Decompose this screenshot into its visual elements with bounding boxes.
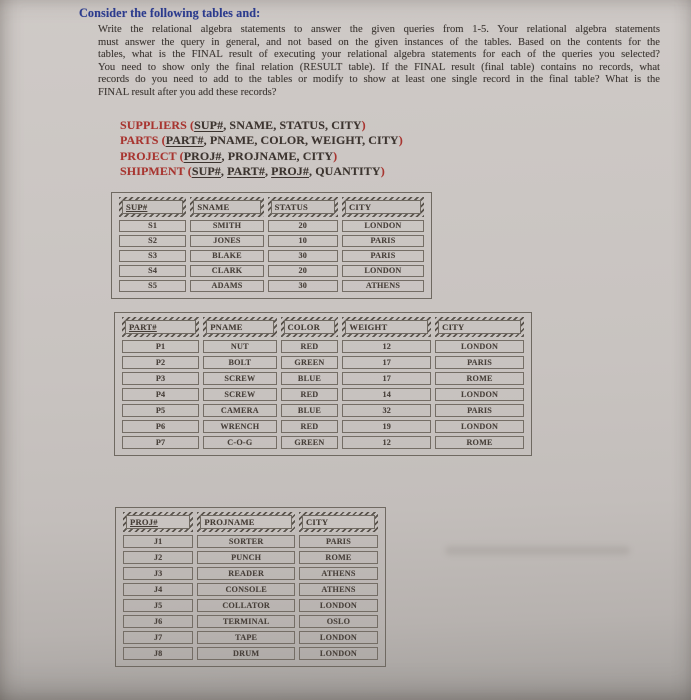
attribute-key: PART# (165, 133, 204, 148)
table-cell: 20 (268, 220, 338, 232)
table-cell: PARIS (435, 356, 524, 369)
parts-table (114, 312, 532, 456)
paragraph-line: tables, what is the FINAL result of executing your relational algebra statements for each of the queries you selected? (98, 49, 660, 61)
column-header-label: COLOR (284, 320, 336, 334)
table-cell: S5 (119, 280, 186, 292)
table-cell: RED (281, 340, 339, 353)
column-header-label: SUP# (122, 200, 183, 214)
column-header (299, 512, 378, 532)
column-header (119, 197, 186, 217)
table-cell: GREEN (281, 436, 339, 449)
table-row (123, 647, 378, 660)
table-row (122, 356, 524, 369)
paragraph-line: records do you need to add to the tables or modify to show at least one single record in the final table? What is the (98, 74, 660, 86)
table-cell: LONDON (299, 599, 378, 612)
column-header (203, 317, 276, 337)
table-cell: BLUE (281, 372, 339, 385)
table-cell: PARIS (342, 250, 424, 262)
table-cell: J4 (123, 583, 193, 596)
table-cell: J1 (123, 535, 193, 548)
paren: ( (187, 163, 192, 178)
table-cell: RED (281, 388, 339, 401)
table-cell: READER (197, 567, 295, 580)
table-cell: ROME (435, 436, 524, 449)
schema-line (120, 118, 403, 133)
table-cell: P1 (122, 340, 199, 353)
paren: ( (179, 148, 184, 163)
project-table (115, 507, 386, 667)
table-cell: P3 (122, 372, 199, 385)
table-cell: ROME (299, 551, 378, 564)
paragraph-line: must answer the query in general, and not based on the given instances of the tables. Based on the contents for the (98, 36, 660, 48)
attribute: STATUS (279, 118, 325, 132)
paren: ( (190, 118, 195, 132)
table-cell: RED (281, 420, 339, 433)
relation-name: PARTS (120, 133, 162, 148)
table-cell: ROME (435, 372, 524, 385)
table-cell: SCREW (203, 388, 276, 401)
table-cell: J7 (123, 631, 193, 644)
table-cell: CAMERA (203, 404, 276, 417)
table-cell: WRENCH (203, 420, 276, 433)
table-row (123, 599, 378, 612)
table-row (119, 250, 424, 262)
table-cell: ATHENS (299, 567, 378, 580)
table-row (123, 583, 378, 596)
table-cell: LONDON (435, 388, 524, 401)
table-row (122, 340, 524, 353)
bleed-through-ghost (445, 546, 630, 555)
attribute-key: PROJ# (271, 163, 309, 178)
table-row (119, 220, 424, 232)
table-row (122, 372, 524, 385)
attribute-key: SUP# (194, 118, 224, 132)
table-cell: COLLATOR (197, 599, 295, 612)
column-header-label: PART# (125, 320, 196, 334)
column-header (342, 197, 424, 217)
table-cell: DRUM (197, 647, 295, 660)
table-cell: GREEN (281, 356, 339, 369)
schema-line (120, 164, 403, 179)
table-cell: 14 (342, 388, 431, 401)
header-row (122, 317, 524, 337)
table-cell: P2 (122, 356, 199, 369)
column-header-label: WEIGHT (345, 320, 428, 334)
table-cell: S4 (119, 265, 186, 277)
schema-line (120, 149, 403, 164)
column-header-label: PNAME (206, 320, 273, 334)
relation-name: SUPPLIERS (120, 118, 191, 132)
table-cell: JONES (190, 235, 263, 247)
suppliers-table-grid (115, 194, 428, 295)
attribute: SNAME (229, 118, 274, 132)
table-cell: J6 (123, 615, 193, 628)
table-cell: J5 (123, 599, 193, 612)
attribute: PNAME (209, 133, 255, 148)
attribute: CITY (331, 118, 362, 132)
comma: , (223, 118, 230, 132)
table-cell: LONDON (299, 647, 378, 660)
table-cell: NUT (203, 340, 276, 353)
table-cell: 12 (342, 436, 431, 449)
column-header (123, 512, 193, 532)
attribute: COLOR (260, 133, 306, 148)
column-header (342, 317, 431, 337)
table-row (122, 436, 524, 449)
paragraph-line: You need to show only the final relation (RESULT table). If the FINAL result (final table) contains no records, what (98, 61, 660, 73)
table-cell: ADAMS (190, 280, 263, 292)
table-cell: 17 (342, 356, 431, 369)
comma: , (305, 133, 312, 148)
table-cell: PARIS (342, 235, 424, 247)
column-header-label: PROJ# (126, 515, 190, 529)
column-header-label: CITY (302, 515, 375, 529)
table-row (123, 535, 378, 548)
table-cell: 17 (342, 372, 431, 385)
table-cell: LONDON (342, 265, 424, 277)
table-cell: LONDON (435, 340, 524, 353)
attribute: QUANTITY (315, 163, 381, 178)
table-cell: ATHENS (299, 583, 378, 596)
column-header-label: CITY (438, 320, 521, 334)
table-cell: S2 (119, 235, 186, 247)
attribute: CITY (368, 133, 399, 148)
table-cell: 32 (342, 404, 431, 417)
relation-name: PROJECT (120, 148, 180, 163)
comma: , (254, 133, 261, 148)
comma: , (324, 118, 332, 132)
comma: , (362, 133, 369, 148)
table-cell: P4 (122, 388, 199, 401)
parts-table-grid (118, 314, 528, 452)
table-cell: ATHENS (342, 280, 424, 292)
paragraph-line: Write the relational algebra statements to answer the given queries from 1-5. Your relational algebra statements (98, 24, 660, 35)
paren: ) (380, 163, 385, 178)
column-header (281, 317, 339, 337)
question-paragraph (98, 24, 660, 99)
column-header (197, 512, 295, 532)
column-header (435, 317, 524, 337)
table-cell: OSLO (299, 615, 378, 628)
comma: , (273, 118, 280, 132)
table-cell: 12 (342, 340, 431, 353)
table-cell: PARIS (435, 404, 524, 417)
column-header (122, 317, 199, 337)
paren: ( (161, 133, 166, 148)
suppliers-table (111, 192, 432, 299)
column-header (268, 197, 338, 217)
table-cell: S1 (119, 220, 186, 232)
table-cell: S3 (119, 250, 186, 262)
table-cell: C-O-G (203, 436, 276, 449)
table-cell: LONDON (342, 220, 424, 232)
table-row (122, 420, 524, 433)
relation-name: SHIPMENT (120, 163, 188, 178)
table-cell: 10 (268, 235, 338, 247)
paren: ) (398, 133, 403, 148)
table-row (119, 265, 424, 277)
table-cell: PUNCH (197, 551, 295, 564)
column-header-label: SNAME (193, 200, 260, 214)
project-table-grid (119, 509, 382, 663)
table-cell: TAPE (197, 631, 295, 644)
table-cell: P5 (122, 404, 199, 417)
column-header-label: STATUS (271, 200, 335, 214)
table-cell: LONDON (435, 420, 524, 433)
table-cell: P6 (122, 420, 199, 433)
table-row (123, 567, 378, 580)
table-cell: BOLT (203, 356, 276, 369)
schema-list (120, 118, 403, 179)
header-row (123, 512, 378, 532)
comma: , (220, 163, 228, 178)
table-cell: CLARK (190, 265, 263, 277)
attribute-key: PROJ# (183, 148, 222, 163)
table-row (119, 280, 424, 292)
table-cell: J8 (123, 647, 193, 660)
attribute-key: SUP# (191, 163, 221, 178)
table-cell: SORTER (197, 535, 295, 548)
table-cell: J3 (123, 567, 193, 580)
table-cell: 30 (268, 250, 338, 262)
attribute: WEIGHT (311, 133, 363, 148)
column-header-label: CITY (345, 200, 421, 214)
table-row (123, 551, 378, 564)
paragraph-line: FINAL result after you add these records? (98, 86, 277, 98)
comma: , (264, 163, 272, 178)
table-row (123, 615, 378, 628)
table-cell: PARIS (299, 535, 378, 548)
table-cell: BLUE (281, 404, 339, 417)
comma: , (309, 163, 316, 178)
table-cell: J2 (123, 551, 193, 564)
question-heading: Consider the following tables and: (79, 6, 261, 20)
table-cell: CONSOLE (197, 583, 295, 596)
column-header (190, 197, 263, 217)
table-row (123, 631, 378, 644)
comma: , (203, 133, 210, 148)
table-cell: LONDON (299, 631, 378, 644)
schema-line (120, 133, 403, 148)
header-row (119, 197, 424, 217)
table-cell: SCREW (203, 372, 276, 385)
attribute-key: PART# (227, 163, 265, 178)
attribute: CITY (302, 148, 334, 163)
column-header-label: PROJNAME (200, 515, 292, 529)
table-row (119, 235, 424, 247)
comma: , (296, 148, 303, 163)
table-cell: TERMINAL (197, 615, 295, 628)
paren: ) (361, 118, 366, 132)
paren: ) (333, 148, 338, 163)
table-cell: SMITH (190, 220, 263, 232)
table-row (122, 404, 524, 417)
table-cell: BLAKE (190, 250, 263, 262)
table-cell: 19 (342, 420, 431, 433)
table-cell: 30 (268, 280, 338, 292)
attribute: PROJNAME (227, 148, 297, 163)
table-cell: 20 (268, 265, 338, 277)
table-row (122, 388, 524, 401)
table-cell: P7 (122, 436, 199, 449)
comma: , (221, 148, 228, 163)
